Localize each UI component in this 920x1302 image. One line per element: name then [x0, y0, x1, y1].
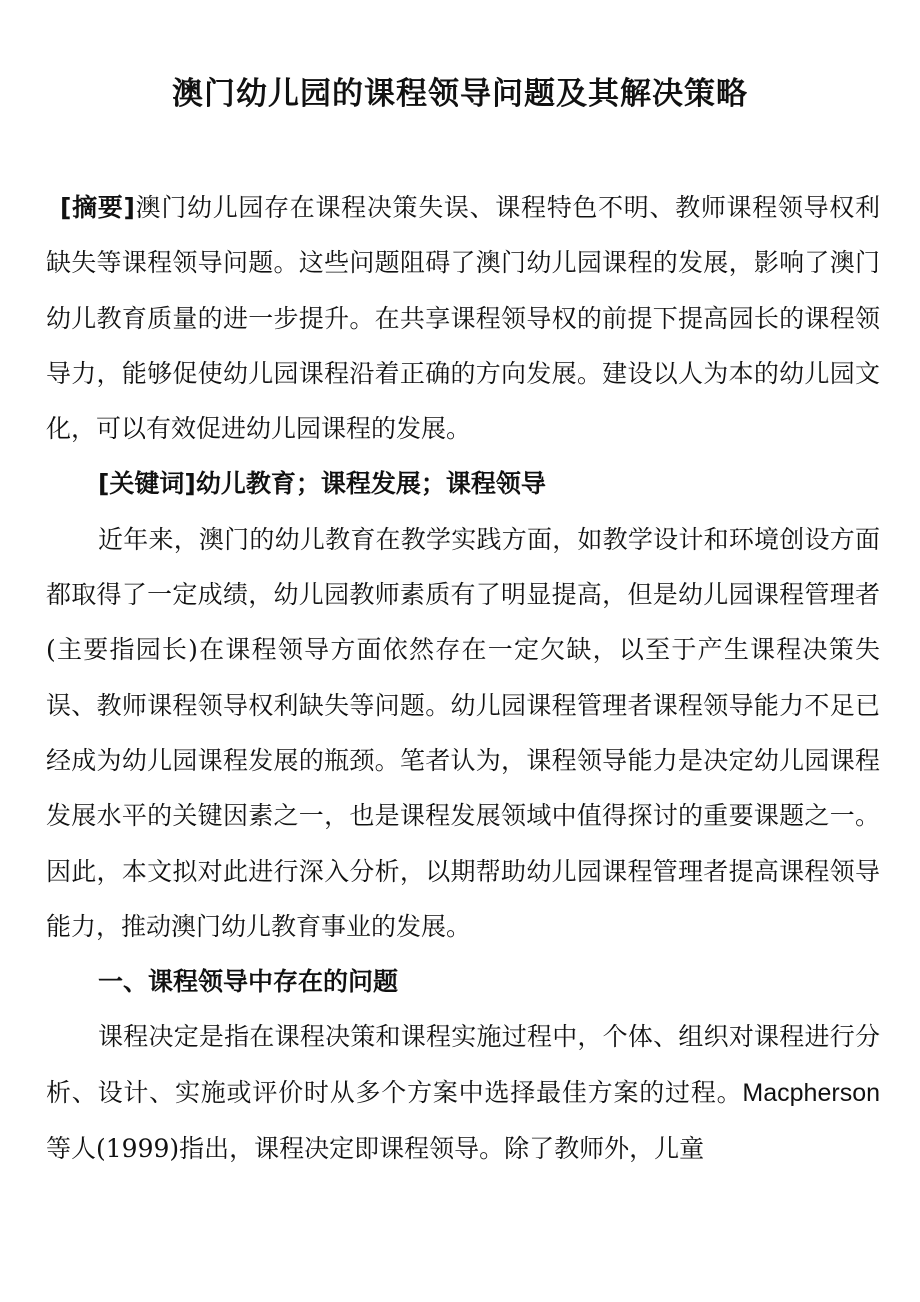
keywords-label: [关键词] — [98, 469, 196, 499]
keywords-paragraph — [46, 456, 880, 511]
keywords-text: 幼儿教育；课程发展；课程领导 — [195, 469, 546, 499]
document-title: 澳门幼儿园的课程领导问题及其解决策略 — [172, 76, 748, 112]
section-paragraph — [46, 1009, 880, 1176]
abstract-label: [摘要] — [60, 193, 135, 222]
abstract-paragraph — [46, 180, 880, 456]
document-body — [46, 180, 880, 1176]
section-paragraph-part2: 等人(1999)指出，课程决定即课程领导。除了教师外，儿童 — [46, 1134, 705, 1164]
author-name: Macpherson — [742, 1078, 880, 1107]
section-heading: 一、课程领导中存在的问题 — [98, 967, 399, 997]
abstract-text: 澳门幼儿园存在课程决策失误、课程特色不明、教师课程领导权利缺失等课程领导问题。这些问题阻碍了澳门幼儿园课程的发展，影响了澳门幼儿教育质量的进一步提升。在共享课程领导权的前提下提高园长的课程领导力，能够促使幼儿园课程沿着正确的方向发展。建设以人为本的幼儿园文化，可以有效促进幼儿园课程的发展。 — [46, 193, 880, 444]
intro-paragraph: 近年来，澳门的幼儿教育在教学实践方面，如教学设计和环境创设方面都取得了一定成绩，幼儿园教师素质有了明显提高，但是幼儿园课程管理者(主要指园长)在课程领导方面依然存在一定欠缺，以至于产生课程决策失误、教师课程领导权利缺失等问题。幼儿园课程管理者课程领导能力不足已经成为幼儿园课程发展的瓶颈。笔者认为，课程领导能力是决定幼儿园课程发展水平的关键因素之一，也是课程发展领域中值得探讨的重要课题之一。因此，本文拟对此进行深入分析，以期帮助幼儿园课程管理者提高课程领导能力，推动澳门幼儿教育事业的发展。 — [46, 524, 880, 941]
section-paragraph-part1: 课程决定是指在课程决策和课程实施过程中，个体、组织对课程进行分析、设计、实施或评价时从多个方案中选择最佳方案的过程。 — [46, 1022, 880, 1107]
